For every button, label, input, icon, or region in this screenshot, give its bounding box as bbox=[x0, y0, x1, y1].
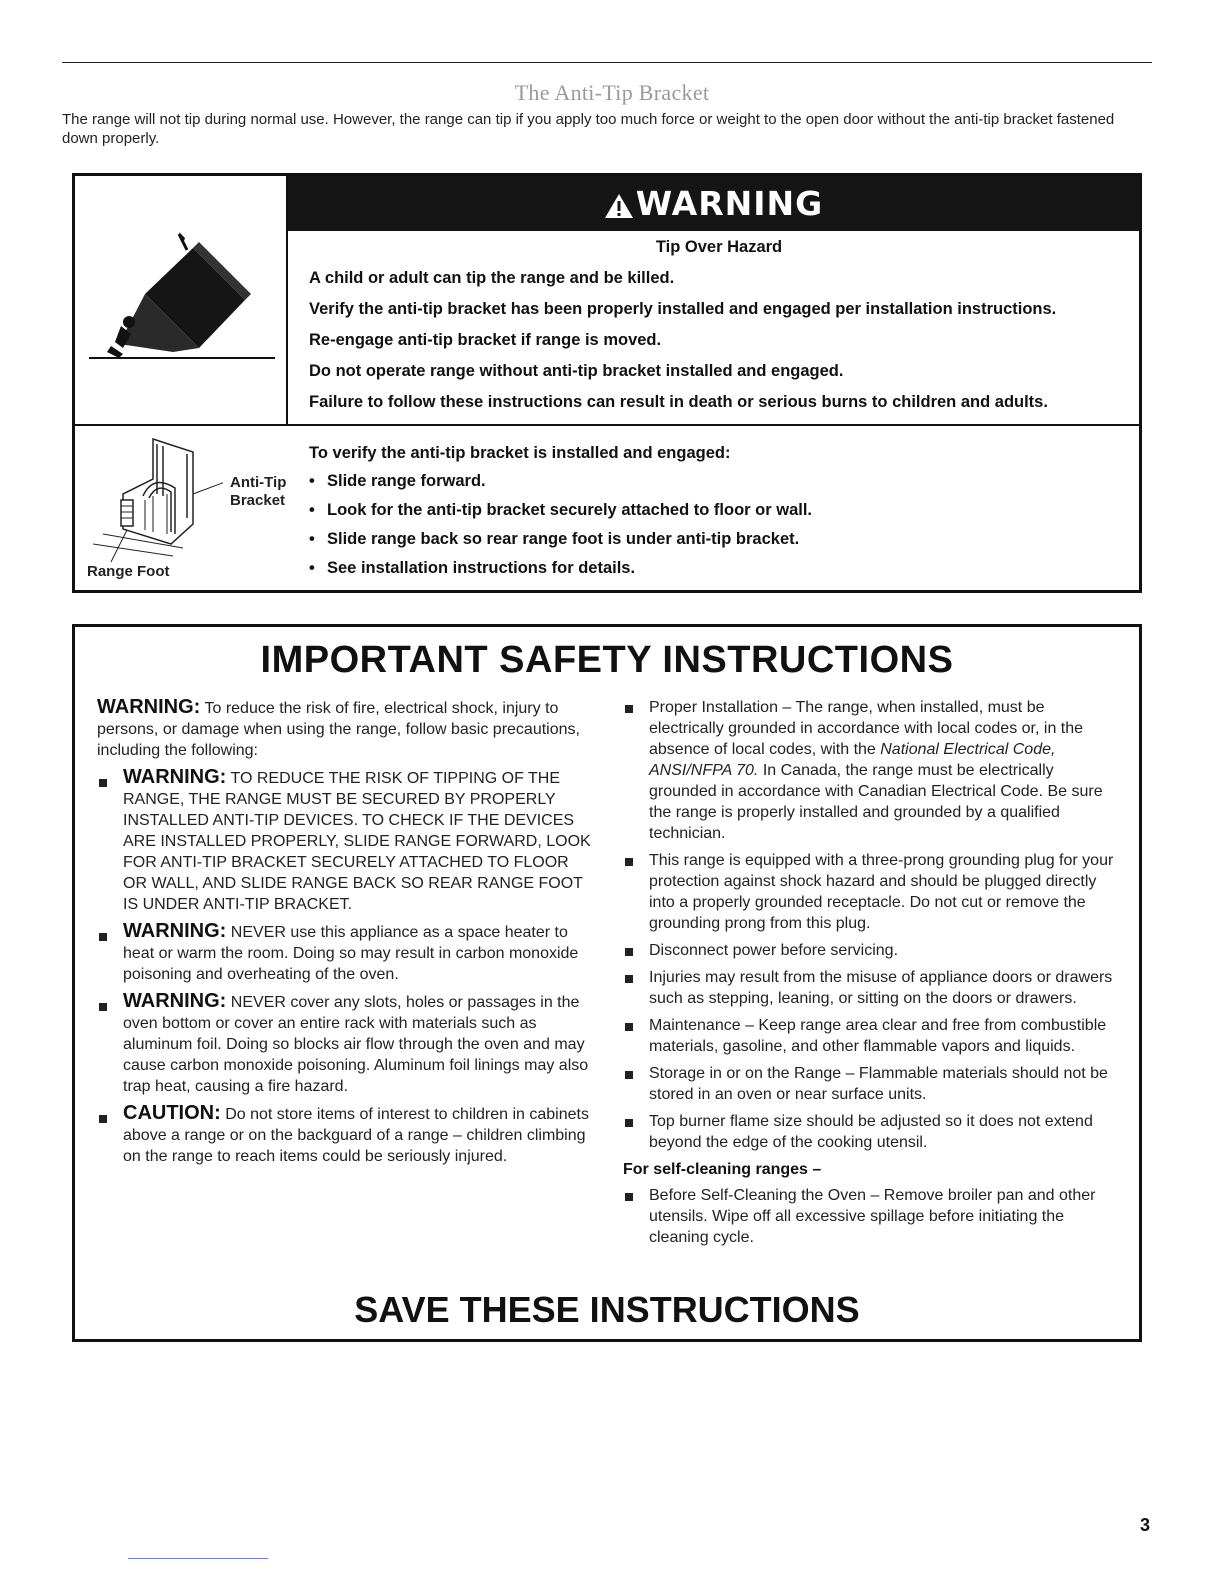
safety-right-column bbox=[623, 697, 1123, 1248]
item-text: In Canada, the range must be electrically grounded in accordance with Canadian Electrical Code. Be sure the range is properly installed and grounded by a qualified technician. bbox=[649, 762, 1103, 842]
safety-intro bbox=[97, 697, 592, 761]
item-text: NEVER cover any slots, holes or passages in the oven bottom or cover an entire rack with materials such as aluminum foil. Doing so blocks air flow through the oven and may cause carbon monoxide poisoning. Aluminum foil linings may also trap heat, causing a fire hazard. bbox=[123, 994, 589, 1095]
item-text: Proper Installation – The range, when installed, must be electrically grounded in accordance with local codes or, in the absence of local codes, with the bbox=[649, 699, 1084, 758]
warning-box bbox=[72, 173, 1142, 593]
save-instructions-title: SAVE THESE INSTRUCTIONS bbox=[354, 1289, 860, 1330]
item-text: TO REDUCE THE RISK OF TIPPING OF THE RANGE, THE RANGE MUST BE SECURED BY PROPERLY INSTALLED ANTI-TIP DEVICES. TO CHECK IF THE DEVICES ARE INSTALLED PROPERLY, SLIDE RANGE FORWARD, LOOK FOR ANTI-TIP BRACKET SECURELY ATTACHED TO FLOOR OR WALL, AND SLIDE RANGE BACK SO REAR RANGE FOOT IS UNDER ANTI-TIP BRACKET. bbox=[123, 770, 591, 913]
warning-triangle-icon bbox=[604, 192, 634, 220]
warning-bottom-section bbox=[75, 426, 1139, 590]
warning-banner bbox=[288, 176, 1139, 231]
hazard-title: Tip Over Hazard bbox=[655, 238, 783, 256]
self-cleaning-heading: For self-cleaning ranges – bbox=[623, 1161, 822, 1178]
tip-over-illustration bbox=[75, 176, 288, 424]
warning-line: Failure to follow these instructions can result in death or serious burns to children and adults. bbox=[309, 393, 1048, 411]
safety-item: This range is equipped with a three-prong grounding plug for your protection against shock hazard and should be plugged directly into a properly grounded receptacle. Do not cut or remove the grounding prong from this plug. bbox=[623, 850, 1123, 934]
safety-item bbox=[97, 991, 592, 1097]
section-title: The Anti-Tip Bracket bbox=[514, 80, 710, 105]
anti-tip-bracket-illustration bbox=[83, 434, 223, 564]
tip-over-illustration-cell bbox=[75, 176, 288, 424]
safety-item: Storage in or on the Range – Flammable materials should not be stored in an oven or near surface units. bbox=[623, 1063, 1123, 1105]
safety-item: Before Self-Cleaning the Oven – Remove broiler pan and other utensils. Wipe off all excessive spillage before initiating the cleaning cycle. bbox=[623, 1185, 1123, 1248]
verify-item: • See installation instructions for details. bbox=[309, 559, 1129, 578]
range-foot-label: Range Foot bbox=[87, 563, 170, 580]
safety-item bbox=[97, 921, 592, 985]
verify-item: • Look for the anti-tip bracket securely attached to floor or wall. bbox=[309, 501, 1129, 520]
bottom-line bbox=[128, 1558, 268, 1559]
label-line: Anti-Tip bbox=[230, 474, 287, 491]
safety-instructions-box bbox=[72, 624, 1142, 1342]
page-number: 3 bbox=[1140, 1515, 1151, 1535]
warning-lines bbox=[309, 238, 1129, 424]
verify-item: • Slide range forward. bbox=[309, 472, 1129, 491]
safety-item bbox=[97, 767, 592, 915]
top-rule bbox=[62, 62, 1152, 63]
keyword: WARNING: bbox=[123, 920, 227, 942]
verify-heading: To verify the anti-tip bracket is installed and engaged: bbox=[309, 444, 731, 462]
intro-paragraph: The range will not tip during normal use. However, the range can tip if you apply too much force or weight to the open door without the anti-tip bracket fastened down properly. bbox=[62, 111, 1115, 147]
warning-line: Do not operate range without anti-tip bracket installed and engaged. bbox=[309, 362, 844, 380]
keyword: WARNING: bbox=[97, 696, 201, 718]
safety-item: Maintenance – Keep range area clear and free from combustible materials, gasoline, and other flammable vapors and liquids. bbox=[623, 1015, 1123, 1057]
keyword: WARNING: bbox=[123, 766, 227, 788]
verify-instructions bbox=[309, 444, 1129, 588]
keyword: CAUTION: bbox=[123, 1102, 221, 1124]
warning-line: Verify the anti-tip bracket has been properly installed and engaged per installation instructions. bbox=[309, 300, 1057, 318]
warning-line: A child or adult can tip the range and be killed. bbox=[309, 269, 675, 287]
item-text: Do not store items of interest to children in cabinets above a range or on the backguard of a range – children climbing on the range to reach items could be seriously injured. bbox=[123, 1106, 589, 1165]
keyword: WARNING: bbox=[123, 990, 227, 1012]
label-line: Bracket bbox=[230, 492, 286, 509]
safety-item bbox=[97, 1103, 592, 1167]
warning-banner-text: WARNING bbox=[635, 184, 824, 223]
anti-tip-bracket-label bbox=[230, 474, 286, 510]
safety-item bbox=[623, 697, 1123, 844]
safety-item: Top burner flame size should be adjusted so it does not extend beyond the edge of the cooking utensil. bbox=[623, 1111, 1123, 1153]
safety-item: Disconnect power before servicing. bbox=[623, 940, 1123, 961]
item-text: NEVER use this appliance as a space heater to heat or warm the room. Doing so may result in carbon monoxide poisoning and overheating of the oven. bbox=[123, 924, 579, 983]
item-text-italic: National Electrical Code, ANSI/NFPA 70. bbox=[649, 741, 1056, 779]
safety-title: IMPORTANT SAFETY INSTRUCTIONS bbox=[260, 639, 954, 681]
safety-left-column bbox=[97, 697, 592, 1167]
warning-line: Re-engage anti-tip bracket if range is moved. bbox=[309, 331, 662, 349]
intro-text: To reduce the risk of fire, electrical shock, injury to persons, or damage when using the range, follow basic precautions, including the following: bbox=[97, 700, 580, 759]
verify-item: • Slide range back so rear range foot is under anti-tip bracket. bbox=[309, 530, 1129, 549]
warning-top-section bbox=[75, 176, 1139, 424]
safety-item: Injuries may result from the misuse of appliance doors or drawers such as stepping, leaning, or sitting on the doors or drawers. bbox=[623, 967, 1123, 1009]
